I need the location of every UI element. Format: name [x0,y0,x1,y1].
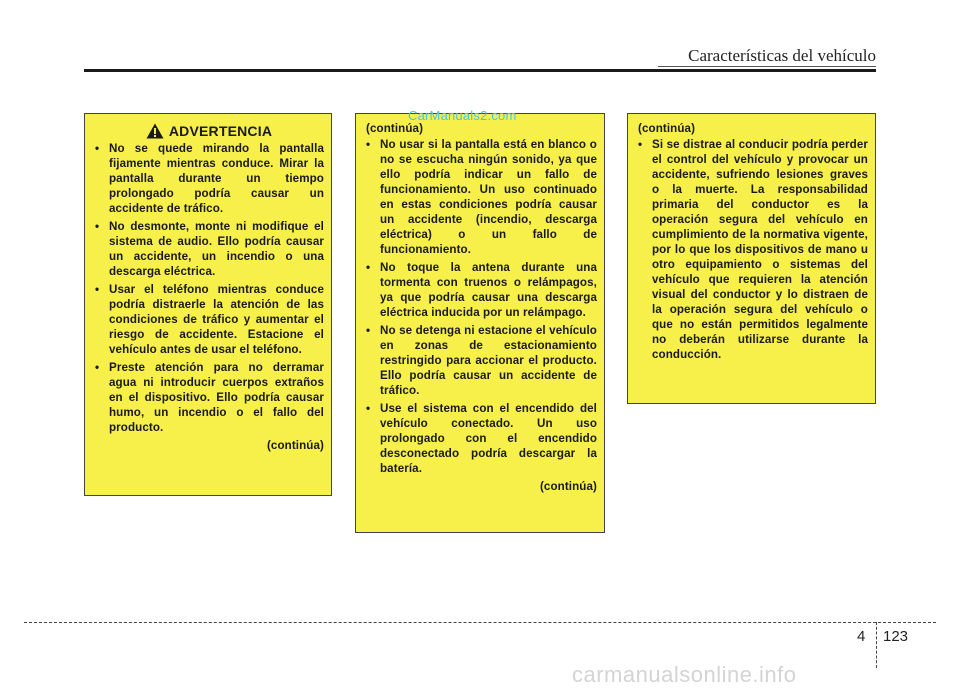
continued-label-top: (continúa) [366,122,424,135]
warning-box-3 [627,113,876,404]
warning-heading [94,123,324,139]
list-item: • Si se distrae al conducir podría perder el control del vehículo y provocar un accidente, sufriendo lesiones graves o la muerte. La responsabilidad primaria del conductor es la operación segura del vehículo en cumplimiento de la normativa vigente, por lo que los dispositivos de mano u otro equipamiento o sistemas del vehículo que requieren la atención visual del conductor y lo distraen de la operación segura del vehículo o que no están permitidos legalmente no deberán utilizarse durante la conducción. [638,138,868,361]
warning-box-2 [355,113,605,533]
list-item: • No desmonte, monte ni modifique el sistema de audio. Ello podría causar un accidente, un incendio o una descarga eléctrica. [95,220,324,278]
continued-label-top: (continúa) [638,122,696,135]
list-item: • No toque la antena durante una tormenta con truenos o relámpagos, ya que podría causar una descarga eléctrica inducida por un relámpago. [366,261,597,319]
warning-triangle-icon [146,123,164,139]
continued-label: (continúa) [539,480,597,493]
footer-watermark[interactable]: carmanualsonline.info [572,662,797,687]
warning-title: ADVERTENCIA [168,122,273,139]
page-number: 123 [883,628,909,645]
list-item: • Usar el teléfono mientras conduce podría distraerle la atención de las condiciones de tráfico y aumentar el riesgo de accidente. Estacione el vehículo antes de usar el teléfono. [95,283,324,356]
list-item: • No se detenga ni estacione el vehículo en zonas de estacionamiento restringido para accionar el producto. Ello podría causar un accidente de tráfico. [366,324,597,397]
list-item: • Use el sistema con el encendido del vehículo conectado. Un uso prolongado con el encendido desconectado podría descargar la batería. [366,402,597,475]
list-item: • No usar si la pantalla está en blanco o no se escucha ningún sonido, ya que ello podría indicar un fallo de funcionamiento. Un uso continuado en estas condiciones podría causar un accidente (incendio, descarga eléctrica) o un fallo de funcionamiento. [366,138,597,256]
list-item: • No se quede mirando la pantalla fijamente mientras conduce. Mirar la pantalla durante un tiempo prolongado podría causar un accidente de tráfico. [95,142,324,215]
header-rule-thin [658,66,876,67]
chapter-number: 4 [857,628,866,645]
warning-list [365,137,597,476]
header-rule [84,69,876,72]
warning-box-1 [84,113,332,496]
list-item: • Preste atención para no derramar agua ni introducir cuerpos extraños en el dispositivo. Ello podría causar humo, un incendio o el fallo del producto. [95,361,324,434]
watermark-link[interactable]: CarManuals2.com [408,108,517,123]
footer-rule [24,622,936,623]
warning-list [94,141,324,435]
warning-list [637,137,868,362]
footer-divider [876,622,877,668]
continued-label: (continúa) [266,439,324,452]
section-title: Características del vehículo [688,46,876,65]
